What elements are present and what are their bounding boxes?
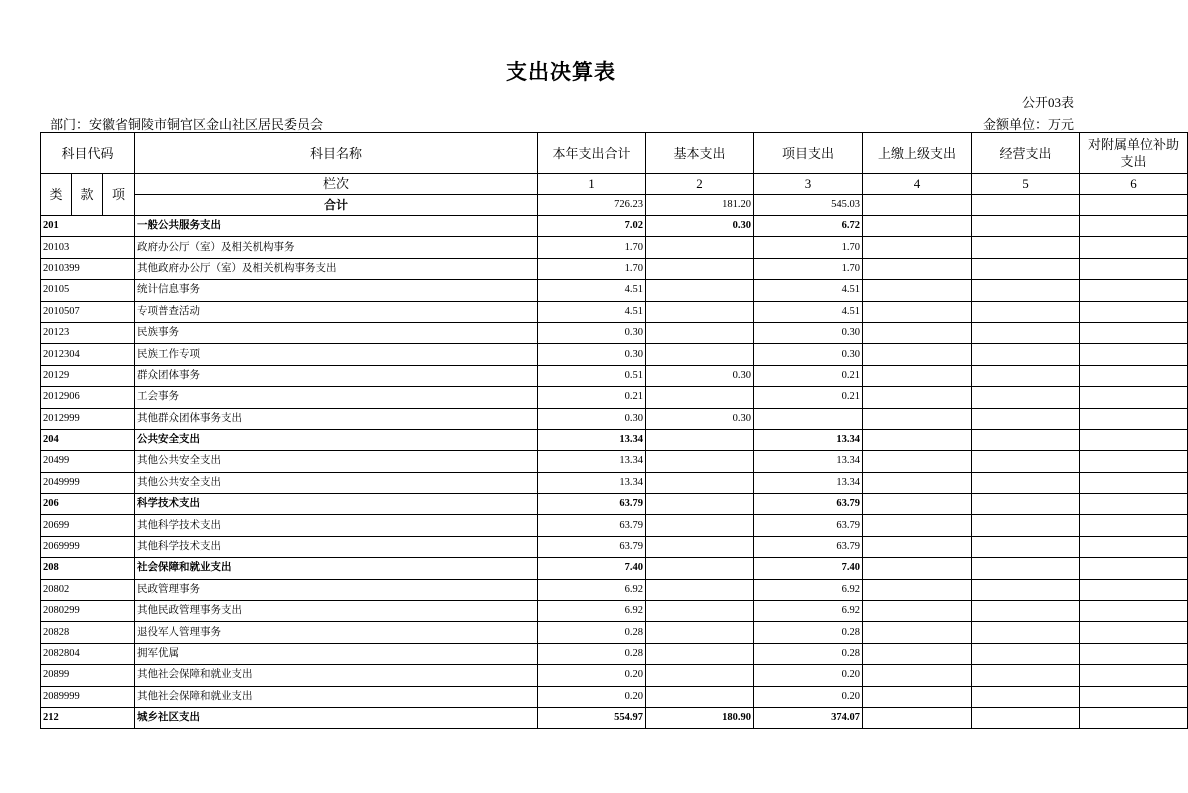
header-basic-expenditure: 基本支出 bbox=[646, 133, 754, 174]
row-code: 20103 bbox=[41, 237, 135, 258]
row-code: 20802 bbox=[41, 579, 135, 600]
table-row bbox=[41, 387, 1188, 408]
col-index-3: 3 bbox=[754, 174, 863, 195]
col-index-1: 1 bbox=[538, 174, 646, 195]
row-c4 bbox=[863, 536, 972, 557]
row-c6 bbox=[1080, 622, 1188, 643]
row-c3: 63.79 bbox=[754, 536, 863, 557]
row-name: 其他社会保障和就业支出 bbox=[135, 686, 538, 707]
row-c3: 63.79 bbox=[754, 494, 863, 515]
row-c6 bbox=[1080, 216, 1188, 237]
row-c3: 6.92 bbox=[754, 601, 863, 622]
row-c4 bbox=[863, 643, 972, 664]
row-name: 统计信息事务 bbox=[135, 280, 538, 301]
row-name: 其他群众团体事务支出 bbox=[135, 408, 538, 429]
row-c3: 374.07 bbox=[754, 707, 863, 728]
row-c1: 1.70 bbox=[538, 258, 646, 279]
row-c2 bbox=[646, 237, 754, 258]
col-index-6: 6 bbox=[1080, 174, 1188, 195]
column-index-row bbox=[41, 174, 1188, 195]
row-c5 bbox=[972, 237, 1080, 258]
col-index-2: 2 bbox=[646, 174, 754, 195]
row-c2 bbox=[646, 515, 754, 536]
row-c4 bbox=[863, 494, 972, 515]
row-c1: 1.70 bbox=[538, 237, 646, 258]
row-c1: 4.51 bbox=[538, 280, 646, 301]
row-c5 bbox=[972, 665, 1080, 686]
row-c1: 0.28 bbox=[538, 622, 646, 643]
header-remit-upper: 上缴上级支出 bbox=[863, 133, 972, 174]
row-name: 其他公共安全支出 bbox=[135, 472, 538, 493]
row-c4 bbox=[863, 579, 972, 600]
row-c3 bbox=[754, 408, 863, 429]
row-c6 bbox=[1080, 365, 1188, 386]
row-c4 bbox=[863, 237, 972, 258]
header-kuan: 款 bbox=[72, 174, 103, 216]
row-c6 bbox=[1080, 322, 1188, 343]
row-c6 bbox=[1080, 558, 1188, 579]
row-name: 民政管理事务 bbox=[135, 579, 538, 600]
row-c1: 0.30 bbox=[538, 408, 646, 429]
row-c6 bbox=[1080, 237, 1188, 258]
row-name: 科学技术支出 bbox=[135, 494, 538, 515]
row-c4 bbox=[863, 686, 972, 707]
total-c5 bbox=[972, 195, 1080, 216]
row-c3: 6.92 bbox=[754, 579, 863, 600]
row-c5 bbox=[972, 429, 1080, 450]
row-c2 bbox=[646, 280, 754, 301]
row-name: 专项普查活动 bbox=[135, 301, 538, 322]
row-code: 2082804 bbox=[41, 643, 135, 664]
row-code: 212 bbox=[41, 707, 135, 728]
row-c3: 4.51 bbox=[754, 280, 863, 301]
header-xiang: 项 bbox=[103, 174, 135, 216]
table-row bbox=[41, 686, 1188, 707]
header-row bbox=[41, 133, 1188, 174]
row-c3: 7.40 bbox=[754, 558, 863, 579]
row-c5 bbox=[972, 365, 1080, 386]
row-c4 bbox=[863, 322, 972, 343]
header-name: 科目名称 bbox=[135, 133, 538, 174]
table-row bbox=[41, 643, 1188, 664]
table-row bbox=[41, 707, 1188, 728]
row-c4 bbox=[863, 301, 972, 322]
table-row bbox=[41, 408, 1188, 429]
row-code: 2012906 bbox=[41, 387, 135, 408]
row-code: 20899 bbox=[41, 665, 135, 686]
row-c6 bbox=[1080, 665, 1188, 686]
row-c6 bbox=[1080, 686, 1188, 707]
row-c2 bbox=[646, 258, 754, 279]
row-c5 bbox=[972, 301, 1080, 322]
row-c1: 7.40 bbox=[538, 558, 646, 579]
table-row bbox=[41, 429, 1188, 450]
table-row bbox=[41, 344, 1188, 365]
row-code: 2010399 bbox=[41, 258, 135, 279]
row-c4 bbox=[863, 258, 972, 279]
row-c2 bbox=[646, 429, 754, 450]
table-row bbox=[41, 216, 1188, 237]
row-c4 bbox=[863, 429, 972, 450]
row-c1: 0.30 bbox=[538, 322, 646, 343]
row-name: 其他公共安全支出 bbox=[135, 451, 538, 472]
department-label: 部门：安徽省铜陵市铜官区金山社区居民委员会 bbox=[50, 117, 324, 132]
row-code: 20499 bbox=[41, 451, 135, 472]
total-row bbox=[41, 195, 1188, 216]
row-c4 bbox=[863, 387, 972, 408]
row-code: 20123 bbox=[41, 322, 135, 343]
row-c6 bbox=[1080, 387, 1188, 408]
total-label: 合计 bbox=[135, 195, 538, 216]
row-code: 201 bbox=[41, 216, 135, 237]
header-code: 科目代码 bbox=[41, 133, 135, 174]
row-c1: 13.34 bbox=[538, 429, 646, 450]
row-c4 bbox=[863, 280, 972, 301]
row-name: 民族事务 bbox=[135, 322, 538, 343]
row-c3: 0.21 bbox=[754, 387, 863, 408]
row-name: 民族工作专项 bbox=[135, 344, 538, 365]
row-c3: 0.28 bbox=[754, 643, 863, 664]
row-c3: 0.20 bbox=[754, 665, 863, 686]
row-c6 bbox=[1080, 707, 1188, 728]
row-c3: 1.70 bbox=[754, 258, 863, 279]
row-c3: 13.34 bbox=[754, 429, 863, 450]
header-lei: 类 bbox=[41, 174, 72, 216]
row-c1: 6.92 bbox=[538, 601, 646, 622]
table-row bbox=[41, 301, 1188, 322]
row-c5 bbox=[972, 408, 1080, 429]
row-c5 bbox=[972, 579, 1080, 600]
row-c4 bbox=[863, 601, 972, 622]
amount-unit-label: 金额单位：万元 bbox=[982, 117, 1074, 132]
row-c5 bbox=[972, 601, 1080, 622]
row-c4 bbox=[863, 451, 972, 472]
row-c3: 0.30 bbox=[754, 344, 863, 365]
row-c5 bbox=[972, 707, 1080, 728]
row-c2 bbox=[646, 686, 754, 707]
row-c5 bbox=[972, 451, 1080, 472]
row-code: 20129 bbox=[41, 365, 135, 386]
page-title: 支出决算表 bbox=[506, 60, 616, 84]
total-c4 bbox=[863, 195, 972, 216]
row-c4 bbox=[863, 216, 972, 237]
row-c1: 0.20 bbox=[538, 665, 646, 686]
row-c5 bbox=[972, 643, 1080, 664]
row-c1: 0.30 bbox=[538, 344, 646, 365]
row-c4 bbox=[863, 515, 972, 536]
row-c2 bbox=[646, 301, 754, 322]
row-name: 其他政府办公厅（室）及相关机构事务支出 bbox=[135, 258, 538, 279]
row-c4 bbox=[863, 408, 972, 429]
table-row bbox=[41, 280, 1188, 301]
expenditure-table bbox=[40, 132, 1188, 729]
row-c1: 0.21 bbox=[538, 387, 646, 408]
row-c2: 180.90 bbox=[646, 707, 754, 728]
row-code: 20105 bbox=[41, 280, 135, 301]
row-name: 其他科学技术支出 bbox=[135, 515, 538, 536]
table-row bbox=[41, 322, 1188, 343]
total-c3: 545.03 bbox=[754, 195, 863, 216]
row-c2 bbox=[646, 536, 754, 557]
row-c1: 13.34 bbox=[538, 472, 646, 493]
table-row bbox=[41, 365, 1188, 386]
row-c6 bbox=[1080, 472, 1188, 493]
row-c6 bbox=[1080, 408, 1188, 429]
row-c2: 0.30 bbox=[646, 365, 754, 386]
table-row bbox=[41, 558, 1188, 579]
row-c2 bbox=[646, 451, 754, 472]
row-c1: 6.92 bbox=[538, 579, 646, 600]
row-c5 bbox=[972, 494, 1080, 515]
row-c2 bbox=[646, 494, 754, 515]
row-c3: 0.30 bbox=[754, 322, 863, 343]
row-c1: 0.51 bbox=[538, 365, 646, 386]
row-c5 bbox=[972, 472, 1080, 493]
table-row bbox=[41, 515, 1188, 536]
row-name: 政府办公厅（室）及相关机构事务 bbox=[135, 237, 538, 258]
table-row bbox=[41, 601, 1188, 622]
row-code: 2080299 bbox=[41, 601, 135, 622]
row-c4 bbox=[863, 344, 972, 365]
row-c4 bbox=[863, 365, 972, 386]
total-c6 bbox=[1080, 195, 1188, 216]
table-row bbox=[41, 579, 1188, 600]
row-code: 20699 bbox=[41, 515, 135, 536]
row-c4 bbox=[863, 707, 972, 728]
col-index-5: 5 bbox=[972, 174, 1080, 195]
row-c5 bbox=[972, 686, 1080, 707]
row-c2 bbox=[646, 344, 754, 365]
row-c2 bbox=[646, 665, 754, 686]
row-c5 bbox=[972, 622, 1080, 643]
row-c1: 4.51 bbox=[538, 301, 646, 322]
row-c2 bbox=[646, 643, 754, 664]
row-c5 bbox=[972, 387, 1080, 408]
row-name: 退役军人管理事务 bbox=[135, 622, 538, 643]
table-row bbox=[41, 472, 1188, 493]
col-index-4: 4 bbox=[863, 174, 972, 195]
row-c1: 63.79 bbox=[538, 536, 646, 557]
row-c4 bbox=[863, 622, 972, 643]
row-c2 bbox=[646, 579, 754, 600]
row-c5 bbox=[972, 515, 1080, 536]
row-name: 一般公共服务支出 bbox=[135, 216, 538, 237]
row-c2: 0.30 bbox=[646, 216, 754, 237]
row-c6 bbox=[1080, 451, 1188, 472]
row-c3: 6.72 bbox=[754, 216, 863, 237]
row-c2 bbox=[646, 622, 754, 643]
row-c2 bbox=[646, 558, 754, 579]
row-code: 2012999 bbox=[41, 408, 135, 429]
row-c6 bbox=[1080, 536, 1188, 557]
total-c1: 726.23 bbox=[538, 195, 646, 216]
header-operating: 经营支出 bbox=[972, 133, 1080, 174]
header-subsidy: 对附属单位补助支出 bbox=[1080, 133, 1188, 174]
row-c2 bbox=[646, 601, 754, 622]
row-c4 bbox=[863, 665, 972, 686]
row-name: 公共安全支出 bbox=[135, 429, 538, 450]
table-row bbox=[41, 665, 1188, 686]
row-c3: 13.34 bbox=[754, 451, 863, 472]
row-c4 bbox=[863, 558, 972, 579]
row-c6 bbox=[1080, 579, 1188, 600]
row-name: 其他科学技术支出 bbox=[135, 536, 538, 557]
row-name: 其他民政管理事务支出 bbox=[135, 601, 538, 622]
row-c5 bbox=[972, 216, 1080, 237]
row-c6 bbox=[1080, 258, 1188, 279]
row-c2 bbox=[646, 322, 754, 343]
row-code: 2069999 bbox=[41, 536, 135, 557]
row-c1: 554.97 bbox=[538, 707, 646, 728]
header-lanci: 栏次 bbox=[135, 174, 538, 195]
row-c2 bbox=[646, 472, 754, 493]
row-code: 208 bbox=[41, 558, 135, 579]
row-c3: 1.70 bbox=[754, 237, 863, 258]
row-c6 bbox=[1080, 515, 1188, 536]
row-name: 工会事务 bbox=[135, 387, 538, 408]
row-code: 2010507 bbox=[41, 301, 135, 322]
row-c6 bbox=[1080, 301, 1188, 322]
total-c2: 181.20 bbox=[646, 195, 754, 216]
row-c3: 13.34 bbox=[754, 472, 863, 493]
row-c5 bbox=[972, 280, 1080, 301]
form-number: 公开03表 bbox=[1021, 95, 1074, 110]
row-code: 20828 bbox=[41, 622, 135, 643]
row-name: 社会保障和就业支出 bbox=[135, 558, 538, 579]
row-name: 其他社会保障和就业支出 bbox=[135, 665, 538, 686]
row-code: 2049999 bbox=[41, 472, 135, 493]
row-code: 206 bbox=[41, 494, 135, 515]
row-c6 bbox=[1080, 429, 1188, 450]
row-c3: 4.51 bbox=[754, 301, 863, 322]
table-row bbox=[41, 258, 1188, 279]
row-c6 bbox=[1080, 344, 1188, 365]
row-code: 204 bbox=[41, 429, 135, 450]
row-c2 bbox=[646, 387, 754, 408]
row-name: 城乡社区支出 bbox=[135, 707, 538, 728]
row-name: 拥军优属 bbox=[135, 643, 538, 664]
row-c6 bbox=[1080, 601, 1188, 622]
row-c1: 0.28 bbox=[538, 643, 646, 664]
header-project-expenditure: 项目支出 bbox=[754, 133, 863, 174]
table-row bbox=[41, 451, 1188, 472]
row-c6 bbox=[1080, 280, 1188, 301]
row-c1: 0.20 bbox=[538, 686, 646, 707]
row-c2: 0.30 bbox=[646, 408, 754, 429]
row-c5 bbox=[972, 344, 1080, 365]
row-c5 bbox=[972, 558, 1080, 579]
row-c5 bbox=[972, 322, 1080, 343]
row-c6 bbox=[1080, 494, 1188, 515]
row-c5 bbox=[972, 536, 1080, 557]
row-c1: 63.79 bbox=[538, 494, 646, 515]
table-row bbox=[41, 237, 1188, 258]
row-code: 2012304 bbox=[41, 344, 135, 365]
row-c1: 13.34 bbox=[538, 451, 646, 472]
row-c3: 0.20 bbox=[754, 686, 863, 707]
table-row bbox=[41, 494, 1188, 515]
table-row bbox=[41, 622, 1188, 643]
row-c1: 63.79 bbox=[538, 515, 646, 536]
row-c4 bbox=[863, 472, 972, 493]
header-total-expenditure: 本年支出合计 bbox=[538, 133, 646, 174]
row-c1: 7.02 bbox=[538, 216, 646, 237]
row-c3: 63.79 bbox=[754, 515, 863, 536]
row-c5 bbox=[972, 258, 1080, 279]
row-code: 2089999 bbox=[41, 686, 135, 707]
table-row bbox=[41, 536, 1188, 557]
row-c3: 0.28 bbox=[754, 622, 863, 643]
row-c6 bbox=[1080, 643, 1188, 664]
row-name: 群众团体事务 bbox=[135, 365, 538, 386]
row-c3: 0.21 bbox=[754, 365, 863, 386]
